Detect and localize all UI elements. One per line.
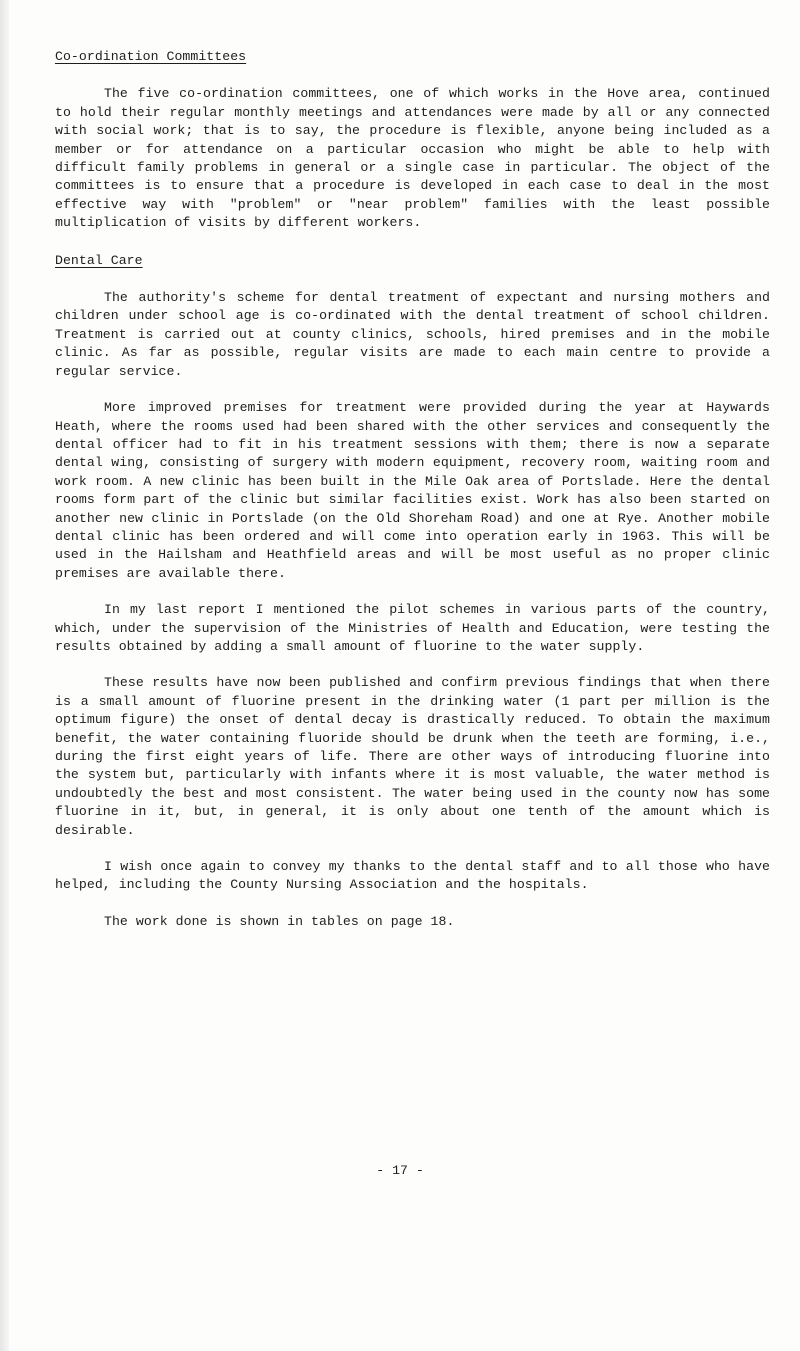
paragraph-thanks: I wish once again to convey my thanks to the dental staff and to all those who have helped, including the County Nursing Association and the hospitals. xyxy=(55,859,770,893)
paragraph-tables-reference: The work done is shown in tables on page 18. xyxy=(104,913,455,929)
paragraph-fluorine-results: These results have now been published and confirm previous findings that when there is a small amount of fluorine present in the drinking water (1 part per million is the optimum figure) the onset of dental decay is drastically reduced. To obtain the maximum benefit, the water containing fluoride should be drunk when the teeth are forming, i.e., during the first eight years of life. There are other ways of introducing fluorine into the system but, particularly with infants where it is most valuable, the water method is undoubtedly the best and most consistent. The water being used in the county now has some fluorine in it, but, in general, it is only about one tenth of the amount which is desirable. xyxy=(55,675,770,838)
section-coordination xyxy=(55,48,770,66)
document-body xyxy=(55,48,770,931)
heading-dental-care: Dental Care xyxy=(55,252,143,268)
paragraph-pilot-schemes: In my last report I mentioned the pilot schemes in various parts of the country, which, under the supervision of the Ministries of Health and Education, were testing the results obtained by adding a small amount of fluorine to the water supply. xyxy=(55,602,770,654)
paragraph-dental-scheme: The authority's scheme for dental treatment of expectant and nursing mothers and children under school age is co-ordinated with the dental treatment of school children. Treatment is carried out at county clinics, schools, hired premises and in the mobile clinic. As far as possible, regular visits are made to each main centre to provide a regular service. xyxy=(55,290,770,379)
section-dental-care xyxy=(55,252,770,270)
heading-coordination-committees: Co-ordination Committees xyxy=(55,49,247,64)
page-edge-shadow xyxy=(0,0,9,1351)
paragraph-improved-premises: More improved premises for treatment were provided during the year at Haywards Heath, where the rooms used had been shared with the other services and consequently the dental officer had to fit in his treatment sessions with them; there is now a separate dental wing, consisting of surgery with modern equipment, recovery room, waiting room and work room. A new clinic has been built in the Mile Oak area of Portslade. Here the dental rooms form part of the clinic but similar facilities exist. Work has also been started on another new clinic in Portslade (on the Old Shoreham Road) and one at Rye. Another mobile dental clinic has been ordered and will come into operation early in 1963. This will be used in the Hailsham and Heathfield areas and will be most useful as no proper clinic premises are available there. xyxy=(55,400,770,581)
paragraph-coordination-1: The five co-ordination committees, one of which works in the Hove area, continued to hold their regular monthly meetings and attendances were made by all or any connected with social work; that is to say, the procedure is flexible, anyone being included as a member or for attendance on a particular occasion who might be able to help with difficult family problems in general or a single case in particular. The object of the committees is to ensure that a procedure is developed in each case to deal in the most effective way with "problem" or "near problem" families with the least possible multiplication of visits by different workers. xyxy=(55,86,770,231)
page-number: - 17 - xyxy=(376,1163,424,1178)
